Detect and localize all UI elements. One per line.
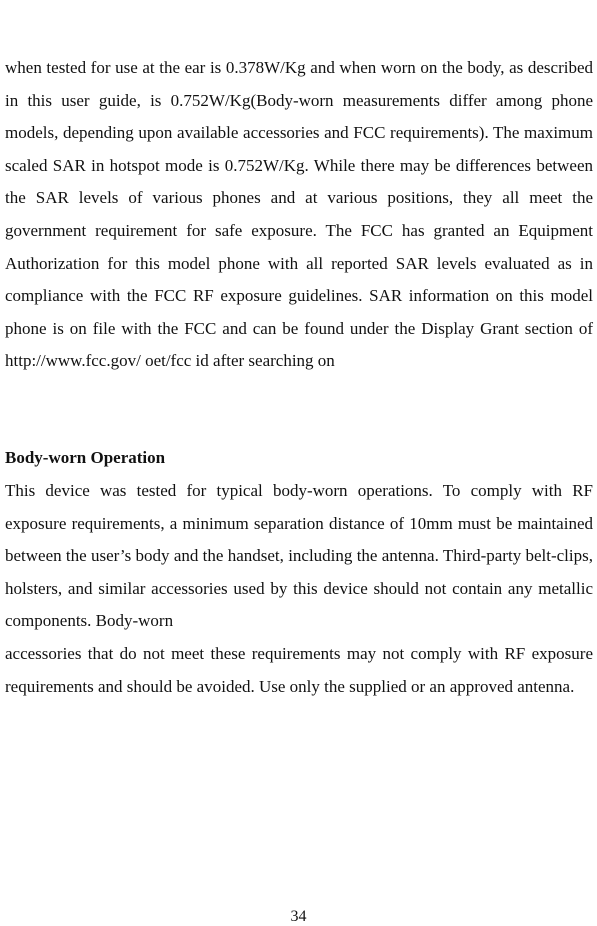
page-number: 34 bbox=[290, 908, 307, 925]
document-page bbox=[5, 52, 593, 696]
accessories-paragraph: accessories that do not meet these requirements may not comply with RF exposure requirements and should be avoided. Use only the supplied or an approved antenna. bbox=[5, 643, 593, 696]
body-worn-section bbox=[5, 475, 593, 703]
body-worn-paragraph: This device was tested for typical body‐worn operations. To comply with RF exposure requirements, a minimum separation distance of 10mm must be maintained between the user’s body and the handset, including the antenna. Third‐party belt‐clips, holsters, and similar accessories used by this device should not contain any metallic components. Body‐worn bbox=[5, 481, 593, 631]
section-heading: Body‐worn Operation bbox=[5, 448, 166, 467]
sar-paragraph: when tested for use at the ear is 0.378W/Kg and when worn on the body, as described in this user guide, is 0.752W/Kg(Body‐worn measurements differ among phone models, depending upon available accessories and FCC requirements). The maximum scaled SAR in hotspot mode is 0.752W/Kg. While there may be differences between the SAR levels of various phones and at various positions, they all meet the government requirement for safe exposure. The FCC has granted an Equipment Authorization for this model phone with all reported SAR levels evaluated as in compliance with the FCC RF exposure guidelines. SAR information on this model phone is on file with the FCC and can be found under the Display Grant section of http://www.fcc.gov/ oet/fcc id after searching on bbox=[5, 58, 593, 371]
